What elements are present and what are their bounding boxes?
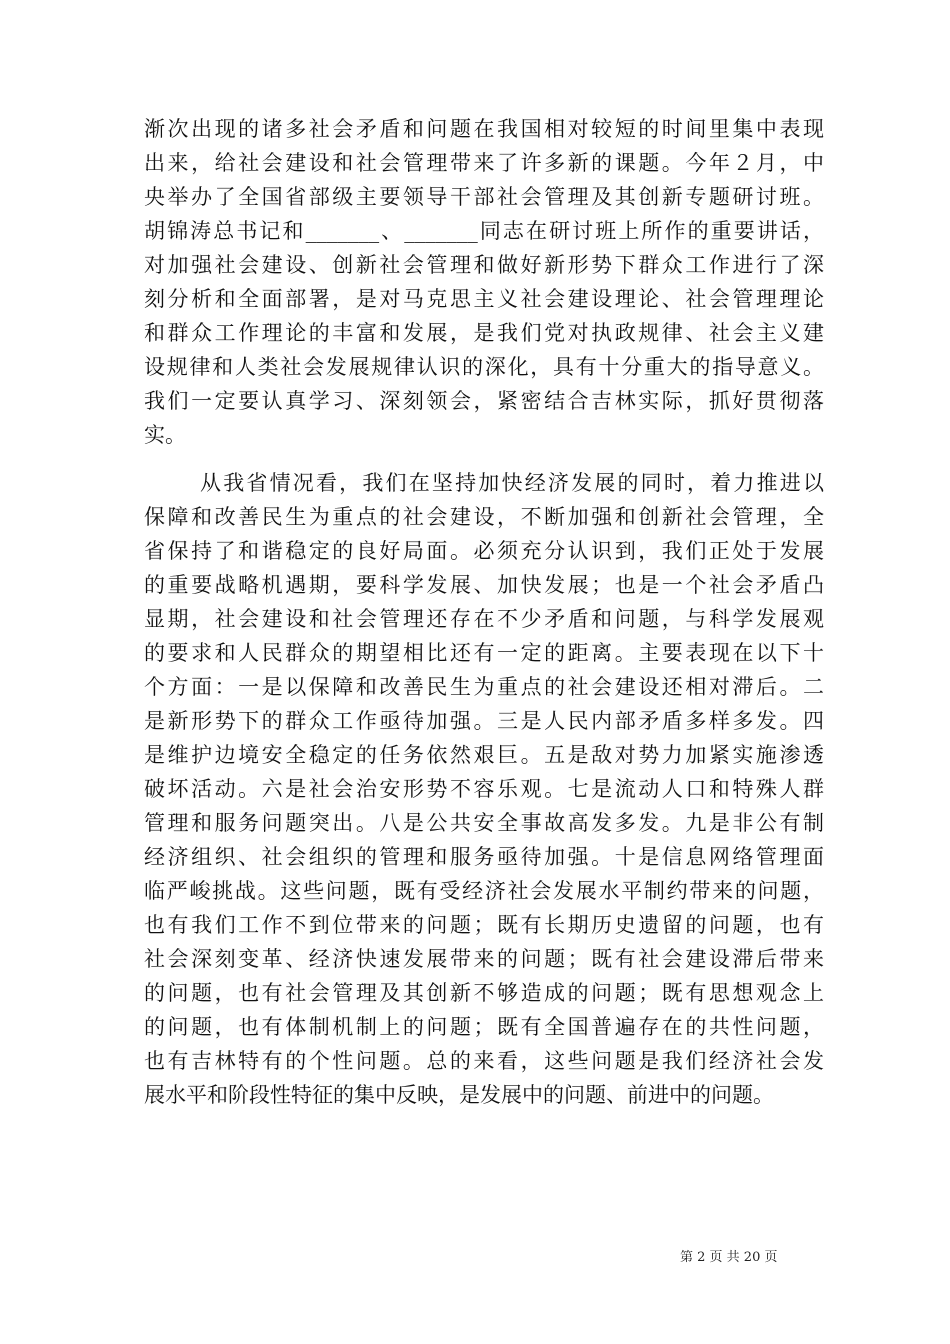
paragraph-spacer — [144, 452, 824, 466]
text-line: 显期，社会建设和社会管理还存在不少矛盾和问题，与科学发展观 — [144, 607, 824, 631]
text-line: 的重要战略机遇期，要科学发展、加快发展；也是一个社会矛盾凸 — [144, 573, 824, 597]
text-line: 我们一定要认真学习、深刻领会，紧密结合吉林实际，抓好贯彻落 — [144, 389, 824, 413]
paragraph-2 — [144, 466, 824, 1112]
text-line: 展水平和阶段性特征的集中反映，是发展中的问题、前进中的问题。 — [144, 1083, 774, 1107]
paragraph-1 — [144, 112, 824, 452]
text-line: 胡锦涛总书记和_______、_______同志在研讨班上所作的重要讲话， — [144, 219, 824, 243]
document-body — [144, 112, 824, 1112]
text-line: 央举办了全国省部级主要领导干部社会管理及其创新专题研讨班。 — [144, 185, 824, 209]
text-line: 保障和改善民生为重点的社会建设，不断加强和创新社会管理，全 — [144, 505, 824, 529]
text-line: 管理和服务问题突出。八是公共安全事故高发多发。九是非公有制 — [144, 811, 824, 835]
text-line: 出来，给社会建设和社会管理带来了许多新的课题。今年２月，中 — [144, 151, 824, 175]
text-line: 对加强社会建设、创新社会管理和做好新形势下群众工作进行了深 — [144, 253, 824, 277]
text-line: 经济组织、社会组织的管理和服务亟待加强。十是信息网络管理面 — [144, 845, 824, 869]
text-line: 是新形势下的群众工作亟待加强。三是人民内部矛盾多样多发。四 — [144, 709, 824, 733]
text-line: 刻分析和全面部署，是对马克思主义社会建设理论、社会管理理论 — [144, 287, 824, 311]
text-line: 的要求和人民群众的期望相比还有一定的距离。主要表现在以下十 — [144, 641, 824, 665]
text-line: 渐次出现的诸多社会矛盾和问题在我国相对较短的时间里集中表现 — [144, 117, 824, 141]
text-line: 破坏活动。六是社会治安形势不容乐观。七是流动人口和特殊人群 — [144, 777, 824, 801]
text-line: 临严峻挑战。这些问题，既有受经济社会发展水平制约带来的问题， — [144, 879, 824, 903]
text-line: 从我省情况看，我们在坚持加快经济发展的同时，着力推进以 — [200, 471, 824, 495]
text-line: 的问题，也有社会管理及其创新不够造成的问题；既有思想观念上 — [144, 981, 824, 1005]
text-line: 也有吉林特有的个性问题。总的来看，这些问题是我们经济社会发 — [144, 1049, 824, 1073]
text-line: 实。 — [144, 423, 186, 447]
text-line: 省保持了和谐稳定的良好局面。必须充分认识到，我们正处于发展 — [144, 539, 824, 563]
page-number: 第 2 页 共 20 页 — [680, 1250, 778, 1265]
text-line: 个方面：一是以保障和改善民生为重点的社会建设还相对滞后。二 — [144, 675, 824, 699]
text-line: 设规律和人类社会发展规律认识的深化，具有十分重大的指导意义。 — [144, 355, 824, 379]
text-line: 是维护边境安全稳定的任务依然艰巨。五是敌对势力加紧实施渗透 — [144, 743, 824, 767]
text-line: 社会深刻变革、经济快速发展带来的问题；既有社会建设滞后带来 — [144, 947, 824, 971]
text-line: 的问题，也有体制机制上的问题；既有全国普遍存在的共性问题， — [144, 1015, 824, 1039]
text-line: 也有我们工作不到位带来的问题；既有长期历史遗留的问题，也有 — [144, 913, 824, 937]
text-line: 和群众工作理论的丰富和发展，是我们党对执政规律、社会主义建 — [144, 321, 824, 345]
